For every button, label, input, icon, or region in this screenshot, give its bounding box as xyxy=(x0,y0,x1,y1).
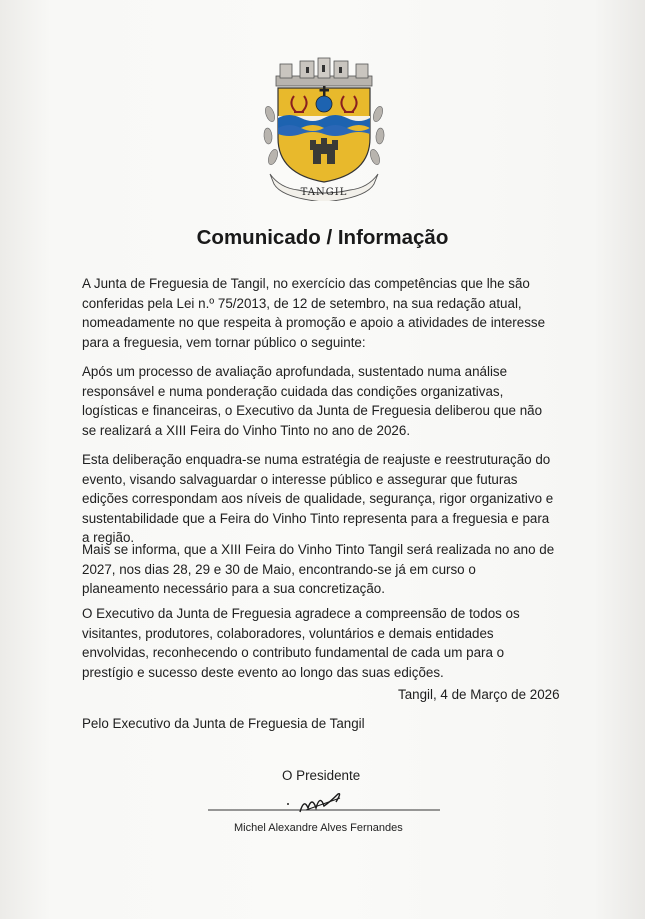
text-line: O Executivo da Junta de Freguesia agradece a compreensão de todos os xyxy=(82,606,520,621)
president-title: O Presidente xyxy=(282,768,361,783)
text-line: para a freguesia, vem tornar público o seguinte: xyxy=(82,334,366,350)
handwritten-signature xyxy=(208,780,440,820)
paragraph-strategy xyxy=(82,450,582,548)
paragraph-thanks xyxy=(82,604,582,682)
page-title: Comunicado / Informação xyxy=(196,226,449,249)
text-line: a região. xyxy=(82,530,135,546)
text-line: responsável e numa ponderação cuidada das condições organizativas, xyxy=(82,383,504,399)
document-date: Tangil, 4 de Março de 2026 xyxy=(398,687,560,702)
text-line: conferidas pela Lei n.º 75/2013, de 12 de setembro, na sua redação atual, xyxy=(82,295,522,311)
signoff-line: Pelo Executivo da Junta de Freguesia de Tangil xyxy=(82,716,365,731)
svg-text:TANGIL: TANGIL xyxy=(300,187,348,198)
text-line: evento, visando salvaguardar o interesse público e assegurar que futuras xyxy=(82,471,518,487)
text-line: planeamento necessário para a sua concretização. xyxy=(82,581,385,597)
text-line: visitantes, produtores, colaboradores, voluntários e demais entidades xyxy=(82,625,494,641)
paragraph-next-edition xyxy=(82,540,582,599)
paragraph-intro xyxy=(82,274,582,352)
shield xyxy=(278,86,370,182)
paragraph-decision xyxy=(82,362,582,440)
text-line: se realizará a XIII Feira do Vinho Tinto no ano de 2026. xyxy=(82,422,411,438)
text-line: logísticas e financeiras, o Executivo da Junta de Freguesia deliberou que não xyxy=(82,403,543,419)
text-line: edições correspondam aos níveis de qualidade, segurança, rigor organizativo e xyxy=(82,491,554,507)
text-line: 2027, nos dias 28, 29 e 30 de Maio, encontrando-se já em curso o xyxy=(82,561,476,577)
text-line: Mais se informa, que a XIII Feira do Vinho Tinto Tangil será realizada no ano de xyxy=(82,542,555,557)
text-line: envolvidas, reconhecendo o contributo fundamental de cada um para o xyxy=(82,645,505,661)
text-line: sustentabilidade que a Feira do Vinho Tinto representa para a freguesia e para xyxy=(82,510,550,526)
text-line: nomeadamente no que respeita à promoção e apoio a atividades de interesse xyxy=(82,315,546,331)
text-line: prestígio e sucesso deste evento ao longo das suas edições. xyxy=(82,664,444,680)
mural-crown xyxy=(276,58,372,86)
coat-of-arms xyxy=(258,56,390,201)
text-line: Após um processo de avaliação aprofundada, sustentado numa análise xyxy=(82,364,508,379)
text-line: Esta deliberação enquadra-se numa estratégia de reajuste e reestruturação do xyxy=(82,452,551,467)
president-name: Michel Alexandre Alves Fernandes xyxy=(234,822,403,834)
text-line: A Junta de Freguesia de Tangil, no exercício das competências que lhe são xyxy=(82,276,530,291)
